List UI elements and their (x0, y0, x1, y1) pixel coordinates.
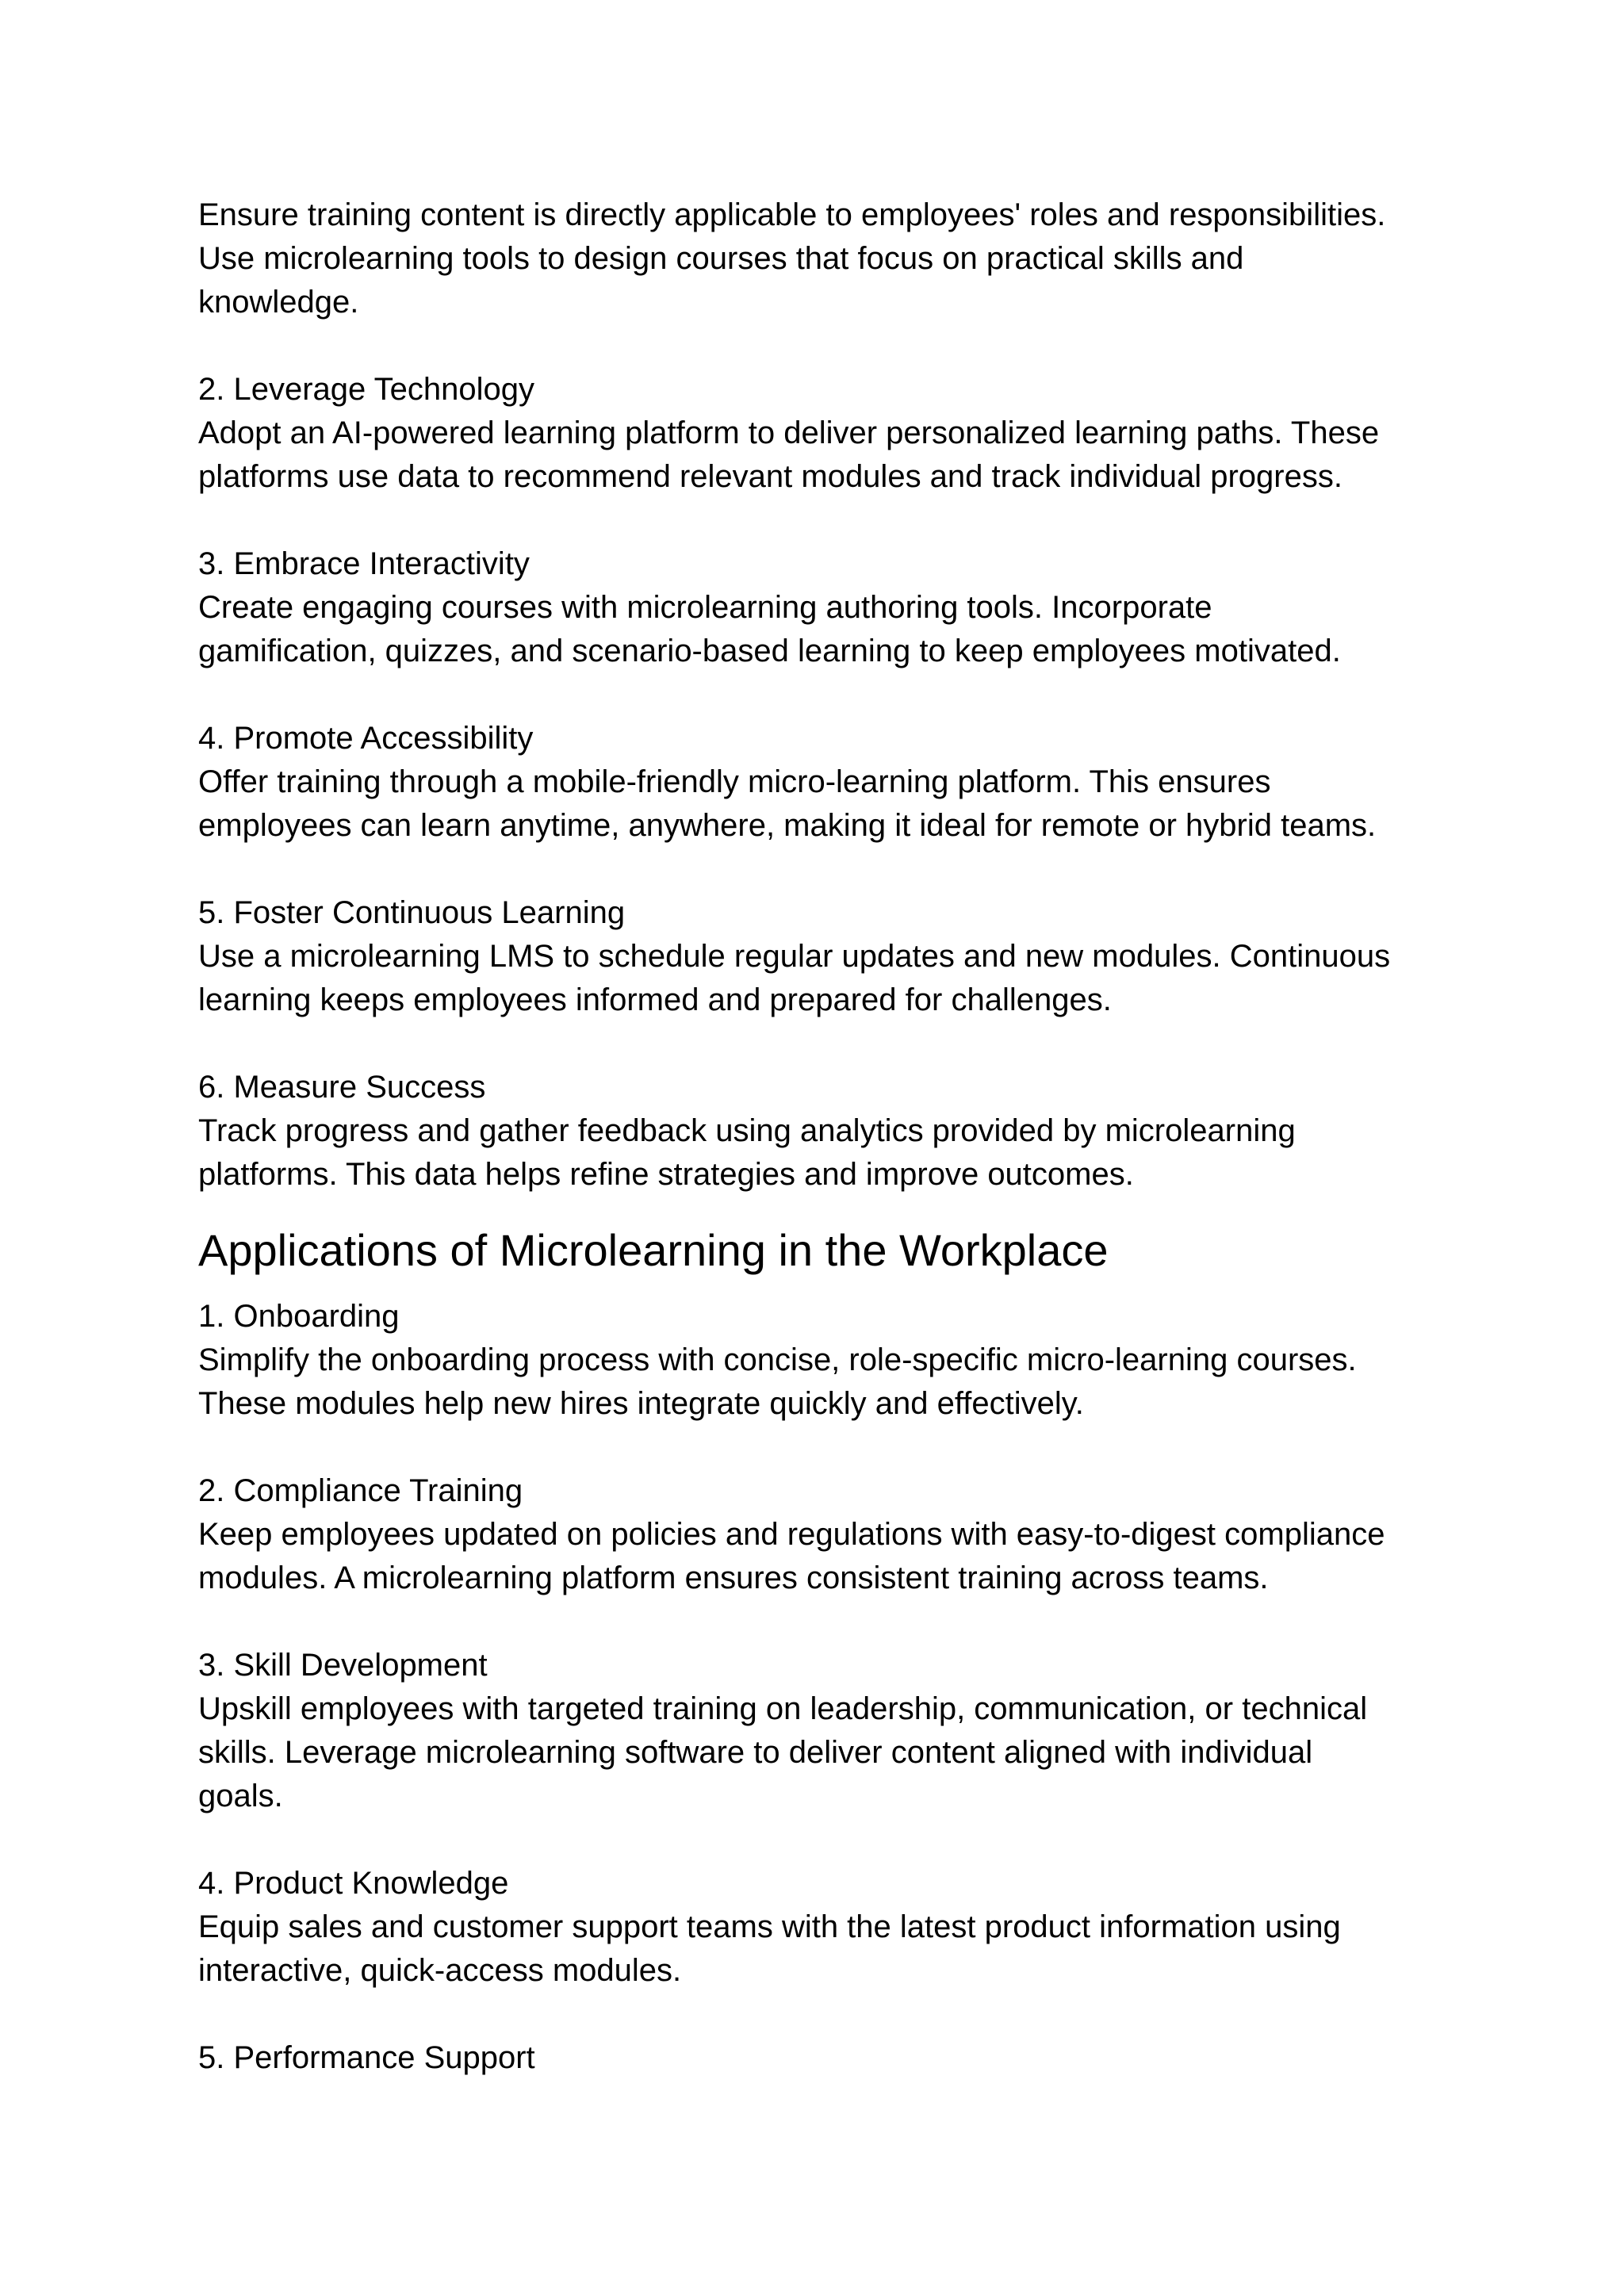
text-line: platforms. This data helps refine strategies and improve outcomes. (198, 1157, 1134, 1192)
text-line: These modules help new hires integrate quickly and effectively. (198, 1386, 1084, 1421)
item-title: 3. Skill Development (198, 1648, 488, 1683)
item-title: 1. Onboarding (198, 1299, 400, 1334)
item-title: 5. Foster Continuous Learning (198, 895, 626, 930)
text-line: Simplify the onboarding process with concise, role-specific micro-learning courses. (198, 1342, 1357, 1377)
strategy-promote-accessibility (198, 717, 1451, 848)
text-line: gamification, quizzes, and scenario-based learning to keep employees motivated. (198, 634, 1341, 668)
section-heading: Applications of Microlearning in the Workplace (198, 1225, 1109, 1275)
application-compliance-training (198, 1469, 1451, 1600)
text-line: skills. Leverage microlearning software to deliver content aligned with individual (198, 1735, 1313, 1770)
text-line: Track progress and gather feedback using analytics provided by microlearning (198, 1113, 1296, 1148)
text-line: Create engaging courses with microlearning authoring tools. Incorporate (198, 590, 1212, 625)
item-title: 6. Measure Success (198, 1070, 486, 1105)
text-line: Use microlearning tools to design courses that focus on practical skills and (198, 241, 1244, 276)
text-line: Adopt an AI-powered learning platform to deliver personalized learning paths. These (198, 416, 1380, 450)
text-line: Upskill employees with targeted training on leadership, communication, or technical (198, 1691, 1368, 1726)
strategy-leverage-technology (198, 368, 1451, 499)
application-skill-development (198, 1644, 1451, 1818)
text-line: modules. A microlearning platform ensures consistent training across teams. (198, 1561, 1269, 1595)
text-line: Ensure training content is directly applicable to employees' roles and responsibilities. (198, 197, 1386, 232)
item-title: 2. Leverage Technology (198, 372, 535, 407)
item-title: 3. Embrace Interactivity (198, 546, 530, 581)
text-line: interactive, quick-access modules. (198, 1953, 682, 1988)
application-product-knowledge (198, 1862, 1451, 1993)
text-line: Offer training through a mobile-friendly micro-learning platform. This ensures (198, 764, 1271, 799)
application-onboarding (198, 1295, 1451, 1426)
text-line: employees can learn anytime, anywhere, making it ideal for remote or hybrid teams. (198, 808, 1377, 843)
text-line: goals. (198, 1779, 283, 1813)
strategy-embrace-interactivity (198, 542, 1451, 673)
item-title: 2. Compliance Training (198, 1473, 523, 1508)
text-line: platforms use data to recommend relevant modules and track individual progress. (198, 459, 1342, 494)
text-line: Keep employees updated on policies and regulations with easy-to-digest compliance (198, 1517, 1385, 1552)
item-title: 5. Performance Support (198, 2040, 535, 2075)
document-content (198, 193, 1451, 2124)
text-line: learning keeps employees informed and prepared for challenges. (198, 982, 1112, 1017)
strategy-measure-success (198, 1066, 1451, 1197)
text-line: knowledge. (198, 285, 359, 320)
item-title: 4. Product Knowledge (198, 1866, 509, 1901)
text-line: Equip sales and customer support teams with the latest product information using (198, 1909, 1341, 1944)
intro-paragraph (198, 193, 1451, 324)
strategy-foster-continuous-learning (198, 891, 1451, 1022)
item-title: 4. Promote Accessibility (198, 721, 534, 756)
application-performance-support (198, 2036, 1451, 2080)
text-line: Use a microlearning LMS to schedule regular updates and new modules. Continuous (198, 939, 1391, 974)
